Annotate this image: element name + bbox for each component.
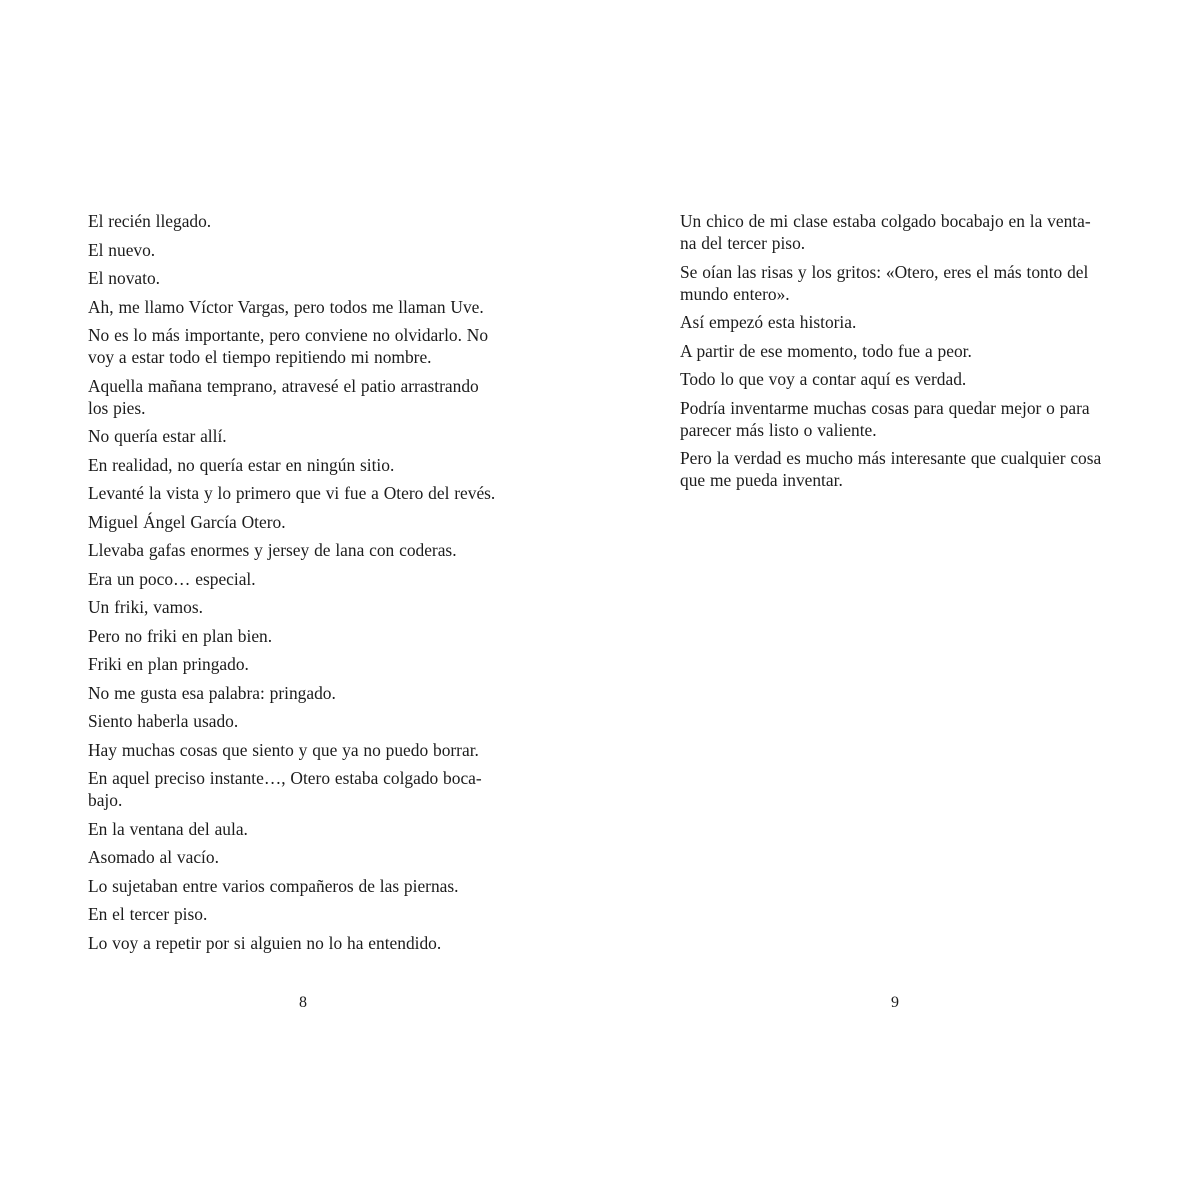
paragraph: Un friki, vamos. bbox=[88, 597, 203, 617]
paragraph: Friki en plan pringado. bbox=[88, 654, 249, 674]
right-page bbox=[600, 0, 1200, 1200]
paragraph: Pero la verdad es mucho más interesante que cualquier cosa que me pueda inventar. bbox=[680, 448, 1102, 490]
paragraph: Lo sujetaban entre varios compañeros de las piernas. bbox=[88, 875, 459, 896]
paragraph: Siento haberla usado. bbox=[88, 711, 239, 731]
paragraph: No es lo más importante, pero conviene no olvidarlo. No voy a estar todo el tiempo repitiendo mi nombre. bbox=[88, 325, 489, 367]
paragraph: Miguel Ángel García Otero. bbox=[88, 511, 286, 532]
paragraph: En la ventana del aula. bbox=[88, 818, 248, 839]
paragraph: Pero no friki en plan bien. bbox=[88, 625, 273, 646]
paragraph: Podría inventarme muchas cosas para quedar mejor o para parecer más listo o valiente. bbox=[680, 397, 1090, 440]
paragraph: A partir de ese momento, todo fue a peor. bbox=[680, 340, 972, 361]
paragraph: Era un poco… especial. bbox=[88, 568, 256, 589]
paragraph: El recién llegado. bbox=[88, 211, 212, 231]
paragraph: Levanté la vista y lo primero que vi fue a Otero del revés. bbox=[88, 483, 496, 503]
paragraph: Ah, me llamo Víctor Vargas, pero todos me llaman Uve. bbox=[88, 296, 484, 317]
page-number: 9 bbox=[891, 994, 899, 1011]
paragraph: No me gusta esa palabra: pringado. bbox=[88, 682, 336, 703]
paragraph: Así empezó esta historia. bbox=[680, 312, 857, 332]
paragraph: Todo lo que voy a contar aquí es verdad. bbox=[680, 369, 967, 389]
paragraph: En el tercer piso. bbox=[88, 904, 208, 924]
paragraph: En realidad, no quería estar en ningún sitio. bbox=[88, 454, 395, 475]
paragraph: Se oían las risas y los gritos: «Otero, eres el más tonto del mundo entero». bbox=[680, 261, 1089, 304]
paragraph: Asomado al vacío. bbox=[88, 847, 219, 867]
paragraph: Un chico de mi clase estaba colgado bocabajo en la venta- na del tercer piso. bbox=[680, 211, 1091, 253]
paragraph: El nuevo. bbox=[88, 239, 156, 260]
paragraph: El novato. bbox=[88, 268, 160, 288]
paragraph: En aquel preciso instante…, Otero estaba colgado boca- bajo. bbox=[88, 768, 482, 810]
left-page-text bbox=[88, 210, 520, 960]
paragraph: No quería estar allí. bbox=[88, 426, 227, 446]
right-page-text bbox=[680, 210, 1112, 498]
page-number: 8 bbox=[299, 994, 307, 1011]
paragraph: Lo voy a repetir por si alguien no lo ha entendido. bbox=[88, 932, 442, 953]
paragraph: Llevaba gafas enormes y jersey de lana con coderas. bbox=[88, 540, 457, 560]
paragraph: Hay muchas cosas que siento y que ya no puedo borrar. bbox=[88, 739, 479, 760]
paragraph: Aquella mañana temprano, atravesé el patio arrastrando los pies. bbox=[88, 375, 479, 418]
